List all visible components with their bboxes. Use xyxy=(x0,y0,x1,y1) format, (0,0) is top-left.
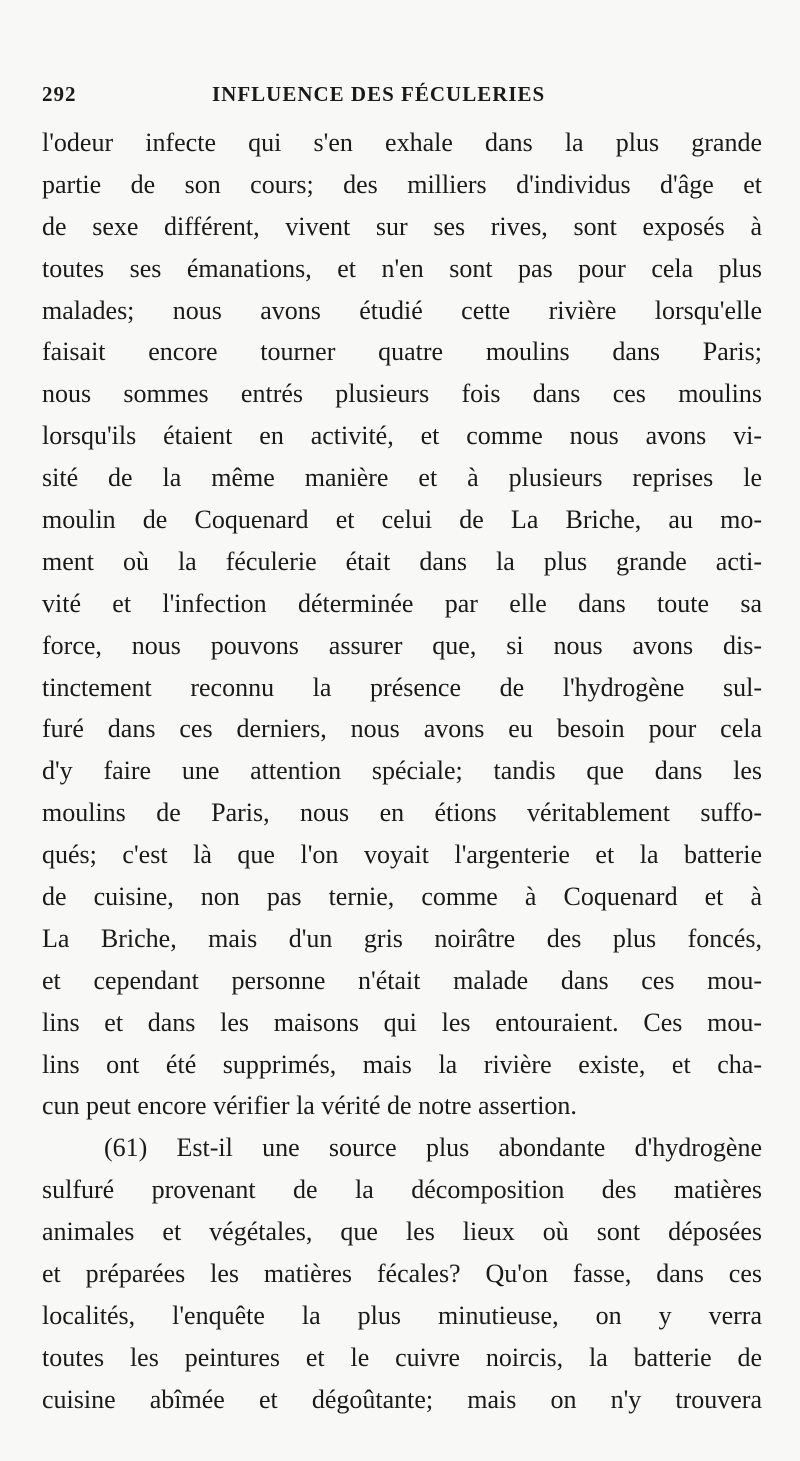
text-line: et préparées les matières fécales? Qu'on fasse, dans ces xyxy=(42,1259,762,1289)
text-line: lins ont été supprimés, mais la rivière existe, et cha- xyxy=(42,1049,762,1079)
text-line: et cependant personne n'était malade dans ces mou- xyxy=(42,965,762,995)
text-line: lorsqu'ils étaient en activité, et comme nous avons vi- xyxy=(42,421,762,451)
text-line: La Briche, mais d'un gris noirâtre des plus foncés, xyxy=(42,923,762,953)
text-line: localités, l'enquête la plus minutieuse, on y verra xyxy=(42,1300,762,1330)
text-line: sité de la même manière et à plusieurs reprises le xyxy=(42,463,762,493)
text-line: malades; nous avons étudié cette rivière lorsqu'elle xyxy=(42,295,762,325)
text-line: cun peut encore vérifier la vérité de notre assertion. xyxy=(42,1091,577,1121)
body-text xyxy=(42,122,762,1421)
text-line: moulins de Paris, nous en étions véritablement suffo- xyxy=(42,798,762,828)
text-line: lins et dans les maisons qui les entouraient. Ces mou- xyxy=(42,1007,762,1037)
paragraph-start-line: (61) Est-il une source plus abondante d'hydrogène xyxy=(104,1133,762,1163)
text-line: vité et l'infection déterminée par elle dans toute sa xyxy=(42,588,762,618)
text-line: tinctement reconnu la présence de l'hydrogène sul- xyxy=(42,672,762,702)
text-line: d'y faire une attention spéciale; tandis que dans les xyxy=(42,756,762,786)
text-line: cuisine abîmée et dégoûtante; mais on n'y trouvera xyxy=(42,1384,762,1414)
text-line: de cuisine, non pas ternie, comme à Coquenard et à xyxy=(42,882,762,912)
running-head: INFLUENCE DES FÉCULERIES xyxy=(212,82,546,106)
text-line: nous sommes entrés plusieurs fois dans ces moulins xyxy=(42,379,762,409)
text-line: toutes ses émanations, et n'en sont pas pour cela plus xyxy=(42,253,762,283)
text-line: furé dans ces derniers, nous avons eu besoin pour cela xyxy=(42,714,762,744)
text-line: toutes les peintures et le cuivre noircis, la batterie de xyxy=(42,1342,762,1372)
text-line: force, nous pouvons assurer que, si nous avons dis- xyxy=(42,630,762,660)
text-line: ment où la féculerie était dans la plus grande acti- xyxy=(42,546,762,576)
text-line: faisait encore tourner quatre moulins dans Paris; xyxy=(42,337,762,367)
text-line: animales et végétales, que les lieux où sont déposées xyxy=(42,1217,762,1247)
page-number: 292 xyxy=(42,82,77,106)
text-line: moulin de Coquenard et celui de La Briche, au mo- xyxy=(42,505,762,535)
text-line: l'odeur infecte qui s'en exhale dans la plus grande xyxy=(42,128,762,157)
text-line: qués; c'est là que l'on voyait l'argenterie et la batterie xyxy=(42,840,762,870)
text-line: partie de son cours; des milliers d'individus d'âge et xyxy=(42,169,762,199)
text-line: de sexe différent, vivent sur ses rives, sont exposés à xyxy=(42,211,762,241)
text-line: sulfuré provenant de la décomposition des matières xyxy=(42,1175,762,1205)
